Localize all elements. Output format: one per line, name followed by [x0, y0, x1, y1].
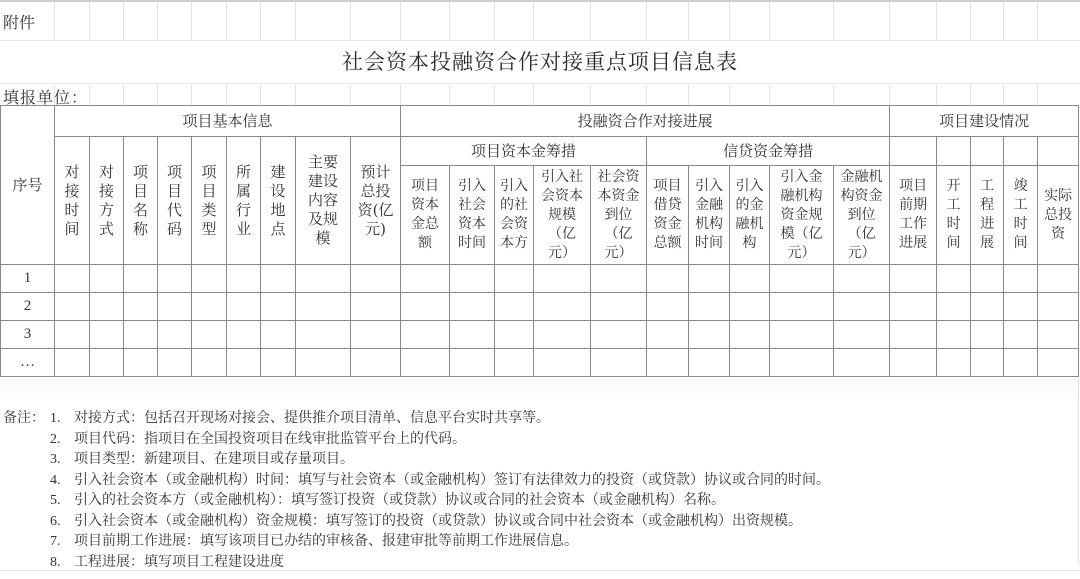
cell[interactable]: [770, 321, 834, 349]
cell[interactable]: [1004, 265, 1038, 293]
cell[interactable]: [1038, 321, 1079, 349]
col-social-capital-scale: 引入社会资本规模（亿元）: [534, 166, 591, 265]
cell[interactable]: [834, 349, 890, 377]
cell[interactable]: [192, 265, 227, 293]
cell[interactable]: [401, 349, 450, 377]
cell[interactable]: [730, 265, 770, 293]
cell[interactable]: [401, 265, 450, 293]
note-item: 3. 项目类型：新建项目、在建项目或存量项目。: [50, 451, 354, 467]
cell[interactable]: [937, 321, 971, 349]
subgroup-credit-raising: 信贷资金筹措: [647, 137, 890, 166]
cell[interactable]: [296, 349, 351, 377]
cell[interactable]: [591, 349, 647, 377]
construction-spacer: [1004, 137, 1038, 166]
cell[interactable]: [890, 265, 937, 293]
cell[interactable]: [689, 349, 730, 377]
cell[interactable]: [401, 321, 450, 349]
cell[interactable]: [890, 321, 937, 349]
row-seq-ellipsis: …: [1, 349, 55, 377]
cell[interactable]: [227, 293, 261, 321]
cell[interactable]: [192, 293, 227, 321]
col-docking-method: 对接方式: [90, 137, 124, 265]
cell[interactable]: [834, 321, 890, 349]
note-item: 7. 项目前期工作进展：填写该项目已办结的审核备、报建审批等前期工作进展信息。: [50, 533, 578, 549]
cell[interactable]: [890, 293, 937, 321]
cell[interactable]: [937, 293, 971, 321]
cell[interactable]: [158, 293, 192, 321]
cell[interactable]: [124, 265, 158, 293]
cell[interactable]: [90, 265, 124, 293]
reporting-unit-label: 填报单位：: [3, 88, 89, 107]
construction-spacer: [971, 137, 1004, 166]
cell[interactable]: [351, 349, 401, 377]
cell[interactable]: [90, 349, 124, 377]
cell[interactable]: [647, 293, 689, 321]
cell[interactable]: [770, 293, 834, 321]
cell[interactable]: [261, 349, 296, 377]
cell[interactable]: [296, 321, 351, 349]
subgroup-capital-raising: 项目资本金筹措: [401, 137, 647, 166]
cell[interactable]: [971, 321, 1004, 349]
cell[interactable]: [450, 265, 495, 293]
col-main-content-scale: 主要建设内容及规模: [296, 137, 351, 265]
cell[interactable]: [647, 321, 689, 349]
cell[interactable]: [647, 349, 689, 377]
col-financial-inst-time: 引入金融机构时间: [689, 166, 730, 265]
cell[interactable]: [937, 349, 971, 377]
col-financial-inst-arrived: 金融机构资金到位（亿元）: [834, 166, 890, 265]
cell[interactable]: [890, 349, 937, 377]
col-actual-investment: 实际总投资: [1038, 166, 1079, 265]
cell[interactable]: [124, 349, 158, 377]
cell[interactable]: [534, 265, 591, 293]
cell[interactable]: [971, 265, 1004, 293]
row-seq: 3: [1, 321, 55, 349]
cell[interactable]: [450, 293, 495, 321]
cell[interactable]: [971, 293, 1004, 321]
cell[interactable]: [158, 349, 192, 377]
cell[interactable]: [647, 265, 689, 293]
cell[interactable]: [261, 265, 296, 293]
col-docking-time: 对接时间: [55, 137, 90, 265]
cell[interactable]: [261, 293, 296, 321]
cell[interactable]: [834, 265, 890, 293]
cell[interactable]: [1038, 293, 1079, 321]
cell[interactable]: [937, 265, 971, 293]
col-industry: 所属行业: [227, 137, 261, 265]
notes-label: 备注：: [3, 410, 45, 426]
table-row: [1, 321, 1079, 349]
cell[interactable]: [261, 321, 296, 349]
col-project-type: 项目类型: [192, 137, 227, 265]
cell[interactable]: [124, 293, 158, 321]
cell[interactable]: [591, 265, 647, 293]
cell[interactable]: [192, 321, 227, 349]
table-row: [1, 349, 1079, 377]
col-social-capital-time: 引入社会资本时间: [450, 166, 495, 265]
bottom-border: [0, 570, 1080, 571]
attachment-label: 附件: [3, 13, 36, 32]
cell[interactable]: [730, 293, 770, 321]
cell[interactable]: [495, 321, 534, 349]
col-location: 建设地点: [261, 137, 296, 265]
empty-spreadsheet-row: [0, 379, 1080, 403]
cell[interactable]: [689, 321, 730, 349]
cell[interactable]: [158, 321, 192, 349]
group-construction-status: 项目建设情况: [890, 106, 1079, 137]
row-seq: 1: [1, 265, 55, 293]
construction-spacer: [890, 137, 937, 166]
cell[interactable]: [834, 293, 890, 321]
cell[interactable]: [401, 293, 450, 321]
cell[interactable]: [296, 265, 351, 293]
cell[interactable]: [534, 293, 591, 321]
cell[interactable]: [55, 349, 90, 377]
cell[interactable]: [158, 265, 192, 293]
note-item: 4. 引入社会资本（或金融机构）时间：填写与社会资本（或金融机构）签订有法律效力的投资（或贷款）协议或合同的时间。: [50, 471, 830, 488]
cell[interactable]: [1038, 265, 1079, 293]
note-item: 备注： 1. 对接方式：包括召开现场对接会、提供推介项目清单、信息平台实时共享等。: [3, 408, 830, 429]
document-title: 社会资本投融资合作对接重点项目信息表: [342, 50, 738, 74]
col-loan-total: 项目借贷资金总额: [647, 166, 689, 265]
project-info-table: [0, 105, 1079, 377]
group-basic-info: 项目基本信息: [55, 106, 401, 137]
cell[interactable]: [591, 321, 647, 349]
cell[interactable]: [534, 321, 591, 349]
cell[interactable]: [770, 349, 834, 377]
cell[interactable]: [351, 293, 401, 321]
col-project-name: 项目名称: [124, 137, 158, 265]
col-estimated-investment: 预计总投资(亿元): [351, 137, 401, 265]
cell[interactable]: [192, 349, 227, 377]
cell[interactable]: [971, 349, 1004, 377]
col-preliminary-work: 项目前期工作进展: [890, 166, 937, 265]
cell[interactable]: [495, 349, 534, 377]
seq-header: 序号: [1, 106, 55, 265]
col-project-code: 项目代码: [158, 137, 192, 265]
col-capital-total: 项目资本金总额: [401, 166, 450, 265]
cell[interactable]: [55, 265, 90, 293]
cell[interactable]: [1038, 349, 1079, 377]
table-row: [1, 265, 1079, 293]
cell[interactable]: [730, 321, 770, 349]
construction-spacer: [1038, 137, 1079, 166]
cell[interactable]: [495, 265, 534, 293]
group-financing-progress: 投融资合作对接进展: [401, 106, 890, 137]
cell[interactable]: [1004, 349, 1038, 377]
col-social-capital-arrived: 社会资本资金到位（亿元）: [591, 166, 647, 265]
cell[interactable]: [591, 293, 647, 321]
cell[interactable]: [689, 293, 730, 321]
cell[interactable]: [689, 265, 730, 293]
sheet-right-edge: [1078, 380, 1079, 565]
note-item: 8. 工程进展：填写项目工程建设进度: [50, 553, 284, 570]
cell[interactable]: [1004, 321, 1038, 349]
cell[interactable]: [90, 293, 124, 321]
cell[interactable]: [227, 349, 261, 377]
cell[interactable]: [296, 293, 351, 321]
cell[interactable]: [227, 321, 261, 349]
col-financial-inst-scale: 引入金融机构资金规模（亿元）: [770, 166, 834, 265]
cell[interactable]: [124, 321, 158, 349]
cell[interactable]: [90, 321, 124, 349]
note-item: 6. 引入社会资本（或金融机构）资金规模：填写签订的投资（或贷款）协议或合同中社会资本（或金融机构）出资规模。: [50, 512, 802, 529]
row-seq: 2: [1, 293, 55, 321]
cell[interactable]: [351, 321, 401, 349]
cell[interactable]: [450, 349, 495, 377]
cell[interactable]: [1004, 293, 1038, 321]
table-row: [1, 293, 1079, 321]
cell[interactable]: [55, 321, 90, 349]
cell[interactable]: [730, 349, 770, 377]
cell[interactable]: [495, 293, 534, 321]
cell[interactable]: [534, 349, 591, 377]
col-progress: 工程进展: [971, 166, 1004, 265]
construction-spacer: [937, 137, 971, 166]
cell[interactable]: [351, 265, 401, 293]
notes-section: [3, 408, 830, 572]
col-completion-time: 竣工时间: [1004, 166, 1038, 265]
cell[interactable]: [55, 293, 90, 321]
cell[interactable]: [770, 265, 834, 293]
cell[interactable]: [450, 321, 495, 349]
note-item: 2. 项目代码：指项目在全国投资项目在线审批监管平台上的代码。: [50, 430, 466, 447]
col-social-capital-party: 引入的社会资本方: [495, 166, 534, 265]
cell[interactable]: [227, 265, 261, 293]
col-financial-inst: 引入的金融机构: [730, 166, 770, 265]
note-item: 5. 引入的社会资本方（或金融机构）：填写签订投资（或贷款）协议或合同的社会资本（或金融机构）名称。: [50, 492, 725, 508]
col-start-time: 开工时间: [937, 166, 971, 265]
